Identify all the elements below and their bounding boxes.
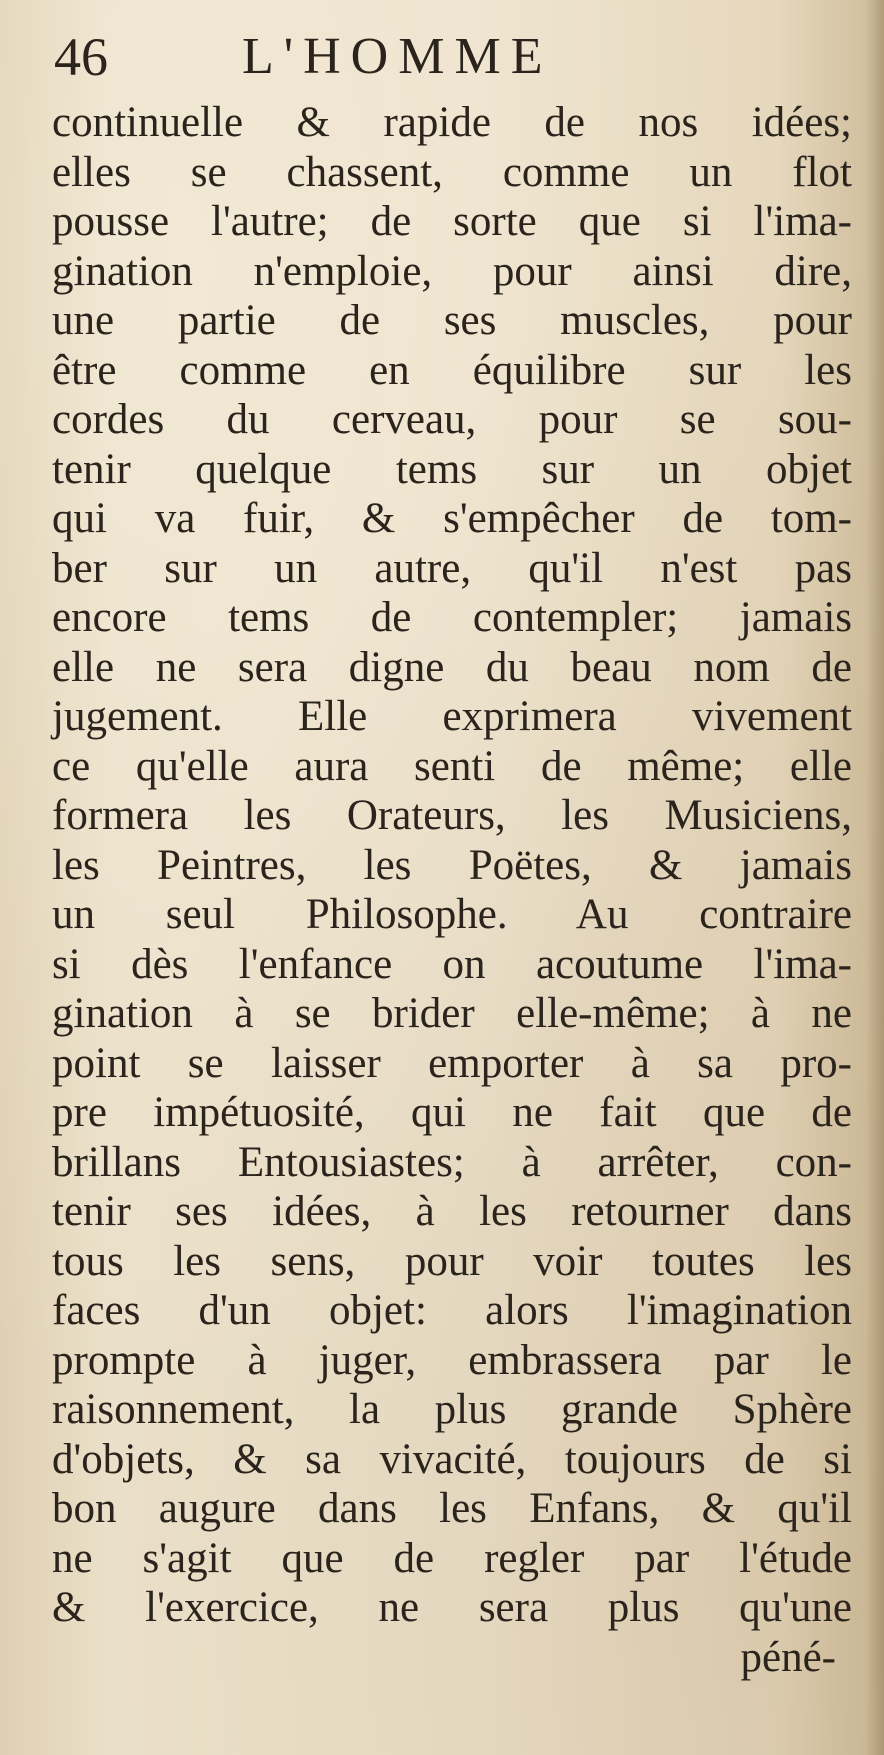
running-head (54, 22, 834, 92)
text-line: elles se chassent, comme un flot (52, 148, 852, 196)
text-line: raisonnement, la plus grande Sphère (52, 1386, 852, 1433)
text-line: faces d'un objet: alors l'imagination (52, 1287, 852, 1334)
text-line: gination n'emploie, pour ainsi dire, (52, 247, 852, 295)
page-edge-shadow (866, 0, 884, 1755)
text-line: encore tems de contempler; jamais (52, 594, 852, 641)
text-line: ne s'agit que de regler par l'étude (52, 1534, 852, 1582)
text-line: ber sur un autre, qu'il n'est pas (52, 544, 852, 592)
text-line: cordes du cerveau, pour se sou- (52, 396, 852, 443)
text-line: tous les sens, pour voir toutes les (52, 1237, 852, 1285)
text-line: bon augure dans les Enfans, & qu'il (52, 1485, 852, 1532)
body-text (52, 98, 852, 1682)
text-line: pousse l'autre; de sorte que si l'ima- (52, 198, 852, 245)
text-line: jugement. Elle exprimera vivement (52, 693, 852, 740)
text-line: continuelle & rapide de nos idées; (52, 99, 852, 146)
text-line: formera les Orateurs, les Musiciens, (52, 792, 852, 839)
text-line: elle ne sera digne du beau nom de (52, 643, 852, 691)
text-line: brillans Entousiastes; à arrêter, con- (52, 1138, 852, 1186)
text-line: si dès l'enfance on acoutume l'ima- (52, 940, 852, 988)
text-line: un seul Philosophe. Au contraire (52, 891, 852, 938)
text-line: gination à se brider elle-même; à ne (52, 990, 852, 1037)
text-line: point se laisser emporter à sa pro- (52, 1039, 852, 1087)
running-title: L'HOMME (242, 28, 553, 85)
text-line: être comme en équilibre sur les (52, 346, 852, 394)
text-line: une partie de ses muscles, pour (52, 297, 852, 344)
text-line: d'objets, & sa vivacité, toujours de si (52, 1435, 852, 1483)
text-line: prompte à juger, embrassera par le (52, 1336, 852, 1384)
text-line: les Peintres, les Poëtes, & jamais (52, 841, 852, 889)
text-line: tenir quelque tems sur un objet (52, 445, 852, 493)
page-number: 46 (54, 27, 108, 87)
text-line: pre impétuosité, qui ne fait que de (52, 1089, 852, 1136)
text-line: & l'exercice, ne sera plus qu'une (52, 1584, 852, 1631)
catchword: péné- (740, 1633, 836, 1681)
text-line: tenir ses idées, à les retourner dans (52, 1188, 852, 1235)
text-line: ce qu'elle aura senti de même; elle (52, 742, 852, 790)
text-line: qui va fuir, & s'empêcher de tom- (52, 495, 852, 542)
